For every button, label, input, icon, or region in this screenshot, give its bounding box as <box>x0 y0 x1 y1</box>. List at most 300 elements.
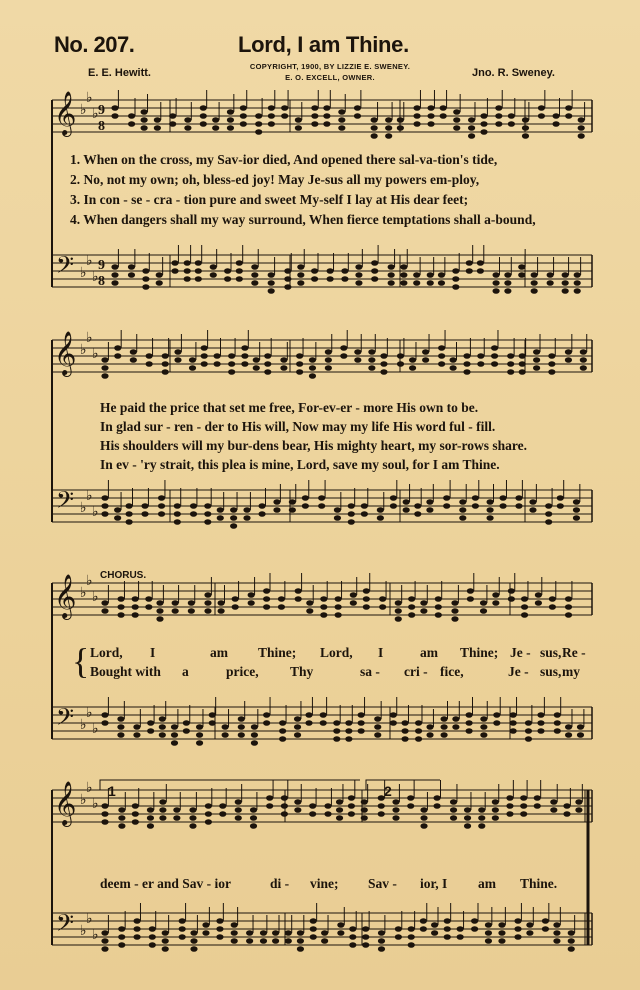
verse-line-3b: His shoulders will my bur-dens bear, His mighty heart, my sor-rows share. <box>100 438 528 453</box>
lyrics-brace: { <box>72 641 90 681</box>
chorus-word: Lord, <box>90 645 123 660</box>
note-head <box>297 938 304 944</box>
note-head <box>465 712 472 718</box>
note-head <box>325 365 332 371</box>
note-head <box>159 732 166 738</box>
flat-sign: ♭ <box>86 573 93 589</box>
chorus-word: di - <box>270 876 290 891</box>
note-head <box>281 795 288 801</box>
note-head <box>289 507 296 513</box>
note-head <box>440 113 447 119</box>
note-head <box>336 807 343 813</box>
note-head <box>464 807 471 813</box>
note-head <box>333 728 340 734</box>
note-head <box>205 819 212 825</box>
note-head <box>268 121 275 127</box>
note-head <box>578 133 585 139</box>
note-head <box>420 600 427 606</box>
note-head <box>525 728 532 734</box>
note-head <box>354 357 361 363</box>
note-head <box>408 596 415 602</box>
note-head <box>156 600 163 606</box>
note-head <box>538 113 545 119</box>
note-head <box>534 795 541 801</box>
note-head <box>238 716 245 722</box>
note-head <box>534 803 541 809</box>
note-head <box>507 369 514 375</box>
chorus-word: Je - <box>508 664 529 679</box>
note-head <box>190 946 197 952</box>
note-head <box>118 823 125 829</box>
note-head <box>118 807 125 813</box>
note-head <box>250 807 257 813</box>
note-head <box>204 600 211 606</box>
note-head <box>542 918 549 924</box>
note-head <box>452 724 459 730</box>
note-head <box>111 280 118 286</box>
note-head <box>200 105 207 111</box>
flat-sign: ♭ <box>80 342 87 358</box>
note-head <box>133 724 140 730</box>
note-head <box>519 361 526 367</box>
note-head <box>492 592 499 598</box>
note-head <box>263 596 270 602</box>
note-head <box>132 604 139 610</box>
note-head <box>522 117 529 123</box>
note-head <box>311 121 318 127</box>
note-head <box>580 357 587 363</box>
chorus-word: Re - <box>562 645 586 660</box>
note-head <box>403 499 410 505</box>
note-head <box>128 272 135 278</box>
note-head <box>281 811 288 817</box>
note-head <box>508 113 515 119</box>
note-head <box>251 740 258 746</box>
note-head <box>281 113 288 119</box>
note-head <box>323 105 330 111</box>
note-head <box>368 357 375 363</box>
note-head <box>550 807 557 813</box>
note-head <box>195 276 202 282</box>
note-head <box>236 276 243 282</box>
note-head <box>420 807 427 813</box>
note-head <box>390 495 397 501</box>
note-head <box>562 288 569 294</box>
note-head <box>101 811 108 817</box>
note-head <box>465 728 472 734</box>
note-head <box>133 732 140 738</box>
note-head <box>578 125 585 131</box>
note-head <box>260 938 267 944</box>
note-head <box>159 807 166 813</box>
note-head <box>302 503 309 509</box>
note-head <box>101 938 108 944</box>
note-head <box>179 934 186 940</box>
note-head <box>348 803 355 809</box>
flat-sign: ♭ <box>80 500 87 516</box>
note-head <box>371 117 378 123</box>
note-head <box>420 823 427 829</box>
note-head <box>268 280 275 286</box>
note-head <box>468 133 475 139</box>
note-head <box>320 612 327 618</box>
note-head <box>379 596 386 602</box>
note-head <box>390 720 397 726</box>
note-head <box>435 604 442 610</box>
note-head <box>272 930 279 936</box>
note-head <box>354 113 361 119</box>
note-head <box>478 807 485 813</box>
note-head <box>573 507 580 513</box>
note-head <box>230 523 237 529</box>
note-head <box>281 105 288 111</box>
note-head <box>341 276 348 282</box>
note-head <box>361 503 368 509</box>
note-head <box>371 133 378 139</box>
note-head <box>232 604 239 610</box>
note-head <box>392 799 399 805</box>
note-head <box>279 720 286 726</box>
chorus-label: CHORUS. <box>100 570 147 581</box>
note-head <box>415 728 422 734</box>
note-head <box>205 811 212 817</box>
note-head <box>336 815 343 821</box>
second-ending: 2 <box>384 783 392 799</box>
chorus-word: price, <box>226 664 259 679</box>
note-head <box>297 264 304 270</box>
note-head <box>253 357 260 363</box>
chorus-word: sa - <box>360 664 380 679</box>
note-head <box>158 495 165 501</box>
note-head <box>385 133 392 139</box>
note-head <box>174 511 181 517</box>
note-head <box>159 716 166 722</box>
note-head <box>337 930 344 936</box>
bass-clef: 𝄢 <box>56 909 75 942</box>
note-head <box>547 280 554 286</box>
note-head <box>438 345 445 351</box>
note-head <box>477 260 484 266</box>
note-head <box>101 503 108 509</box>
note-head <box>111 113 118 119</box>
note-head <box>294 716 301 722</box>
note-head <box>453 125 460 131</box>
note-head <box>284 284 291 290</box>
note-head <box>408 934 415 940</box>
note-head <box>172 600 179 606</box>
note-head <box>111 264 118 270</box>
note-head <box>141 117 148 123</box>
note-head <box>279 736 286 742</box>
note-head <box>338 125 345 131</box>
note-head <box>273 507 280 513</box>
note-head <box>171 268 178 274</box>
flat-sign: ♭ <box>86 253 93 269</box>
time-sig-top: 9 <box>98 103 105 118</box>
note-head <box>327 268 334 274</box>
note-head <box>459 515 466 521</box>
note-head <box>422 349 429 355</box>
note-head <box>378 938 385 944</box>
note-head <box>435 612 442 618</box>
note-head <box>218 600 225 606</box>
note-head <box>118 942 125 948</box>
second-ending-bracket <box>366 780 440 790</box>
note-head <box>492 600 499 606</box>
note-head <box>506 811 513 817</box>
note-head <box>565 357 572 363</box>
note-head <box>241 345 248 351</box>
flat-sign: ♭ <box>86 780 93 796</box>
note-head <box>349 942 356 948</box>
note-head <box>340 345 347 351</box>
note-head <box>309 357 316 363</box>
verse-line-4b: In ev - 'ry strait, this plea is mine, Lord, save my soul, for I am Thine. <box>100 457 500 472</box>
note-head <box>217 515 224 521</box>
note-head <box>190 930 197 936</box>
note-head <box>251 732 258 738</box>
note-head <box>184 276 191 282</box>
note-head <box>190 511 197 517</box>
note-head <box>453 109 460 115</box>
note-head <box>285 930 292 936</box>
note-head <box>147 728 154 734</box>
note-head <box>491 361 498 367</box>
note-head <box>309 811 316 817</box>
note-head <box>433 795 440 801</box>
note-head <box>413 272 420 278</box>
composer: Jno. R. Sweney. <box>472 67 555 79</box>
note-head <box>246 930 253 936</box>
note-head <box>450 357 457 363</box>
note-head <box>525 736 532 742</box>
note-head <box>101 608 108 614</box>
note-head <box>196 724 203 730</box>
note-head <box>478 823 485 829</box>
note-head <box>114 507 121 513</box>
note-head <box>450 815 457 821</box>
note-head <box>183 728 190 734</box>
note-head <box>568 930 575 936</box>
note-head <box>340 353 347 359</box>
note-head <box>358 712 365 718</box>
note-head <box>232 596 239 602</box>
note-head <box>508 121 515 127</box>
note-head <box>169 121 176 127</box>
note-head <box>216 926 223 932</box>
note-head <box>538 105 545 111</box>
note-head <box>403 507 410 513</box>
note-head <box>209 720 216 726</box>
note-head <box>219 803 226 809</box>
note-head <box>498 930 505 936</box>
note-head <box>415 720 422 726</box>
note-head <box>184 125 191 131</box>
note-head <box>320 604 327 610</box>
note-head <box>321 930 328 936</box>
note-head <box>485 930 492 936</box>
flat-sign: ♭ <box>92 106 99 122</box>
note-head <box>200 113 207 119</box>
note-head <box>201 361 208 367</box>
note-head <box>228 353 235 359</box>
note-head <box>132 612 139 618</box>
note-head <box>264 361 271 367</box>
note-head <box>146 353 153 359</box>
note-head <box>205 803 212 809</box>
note-head <box>537 720 544 726</box>
note-head <box>472 495 479 501</box>
note-head <box>580 365 587 371</box>
note-head <box>408 942 415 948</box>
note-head <box>219 811 226 817</box>
note-head <box>216 934 223 940</box>
note-head <box>338 117 345 123</box>
note-head <box>201 353 208 359</box>
note-head <box>101 600 108 606</box>
note-head <box>323 113 330 119</box>
note-head <box>101 357 108 363</box>
note-head <box>468 125 475 131</box>
note-head <box>236 260 243 266</box>
note-head <box>486 515 493 521</box>
note-head <box>466 268 473 274</box>
note-head <box>147 807 154 813</box>
note-head <box>440 732 447 738</box>
note-head <box>466 260 473 266</box>
note-head <box>154 125 161 131</box>
verse-line-4a: 4. When dangers shall my way surround, When fierce temptations shall a-bound, <box>70 212 536 227</box>
note-head <box>311 113 318 119</box>
note-head <box>321 938 328 944</box>
note-head <box>171 724 178 730</box>
note-head <box>204 519 211 525</box>
note-head <box>480 608 487 614</box>
note-head <box>169 113 176 119</box>
note-head <box>397 117 404 123</box>
note-head <box>533 349 540 355</box>
note-head <box>309 373 316 379</box>
note-head <box>438 272 445 278</box>
note-head <box>202 930 209 936</box>
note-head <box>149 942 156 948</box>
note-head <box>200 121 207 127</box>
note-head <box>111 105 118 111</box>
note-head <box>310 926 317 932</box>
note-head <box>241 361 248 367</box>
note-head <box>413 105 420 111</box>
flat-sign: ♭ <box>86 90 93 106</box>
note-head <box>548 361 555 367</box>
note-head <box>174 357 181 363</box>
note-head <box>554 720 561 726</box>
note-head <box>477 361 484 367</box>
note-head <box>431 930 438 936</box>
note-head <box>426 507 433 513</box>
note-head <box>504 288 511 294</box>
note-head <box>371 125 378 131</box>
note-head <box>397 353 404 359</box>
chorus-word: a <box>182 664 189 679</box>
note-head <box>189 365 196 371</box>
note-head <box>202 922 209 928</box>
note-head <box>520 795 527 801</box>
chorus-word: Sav - <box>368 876 397 891</box>
note-head <box>427 280 434 286</box>
note-head <box>520 803 527 809</box>
note-head <box>162 930 169 936</box>
note-head <box>562 280 569 286</box>
note-head <box>565 349 572 355</box>
note-head <box>126 511 133 517</box>
note-head <box>142 284 149 290</box>
note-head <box>114 515 121 521</box>
note-head <box>485 922 492 928</box>
note-head <box>284 268 291 274</box>
note-head <box>533 365 540 371</box>
note-head <box>101 803 108 809</box>
chorus-word: Thy <box>290 664 314 679</box>
note-head <box>427 121 434 127</box>
note-head <box>531 272 538 278</box>
note-head <box>518 264 525 270</box>
note-head <box>101 373 108 379</box>
note-head <box>431 922 438 928</box>
note-head <box>325 357 332 363</box>
note-head <box>553 922 560 928</box>
note-head <box>235 807 242 813</box>
note-head <box>214 353 221 359</box>
note-head <box>218 608 225 614</box>
flat-sign: ♭ <box>92 269 99 285</box>
note-head <box>231 930 238 936</box>
note-head <box>280 357 287 363</box>
note-head <box>557 495 564 501</box>
note-head <box>529 499 536 505</box>
note-head <box>480 129 487 135</box>
note-head <box>480 724 487 730</box>
note-head <box>162 369 169 375</box>
note-head <box>542 926 549 932</box>
note-head <box>457 934 464 940</box>
note-head <box>385 117 392 123</box>
note-head <box>240 113 247 119</box>
note-head <box>196 740 203 746</box>
note-head <box>260 930 267 936</box>
note-head <box>459 499 466 505</box>
note-head <box>371 260 378 266</box>
hymn-number: No. 207. <box>54 32 135 57</box>
treble-clef: 𝄞 <box>54 781 77 825</box>
note-head <box>518 272 525 278</box>
note-head <box>440 716 447 722</box>
chorus-word: sus, <box>540 645 562 660</box>
flat-sign: ♭ <box>80 102 87 118</box>
note-head <box>354 349 361 355</box>
note-head <box>392 815 399 821</box>
note-head <box>146 361 153 367</box>
chorus-word: sus, <box>540 664 562 679</box>
note-head <box>358 728 365 734</box>
note-head <box>420 918 427 924</box>
note-head <box>557 503 564 509</box>
note-head <box>294 724 301 730</box>
note-head <box>156 616 163 622</box>
note-head <box>324 811 331 817</box>
first-ending: 1 <box>108 783 116 799</box>
note-head <box>492 799 499 805</box>
note-head <box>464 823 471 829</box>
